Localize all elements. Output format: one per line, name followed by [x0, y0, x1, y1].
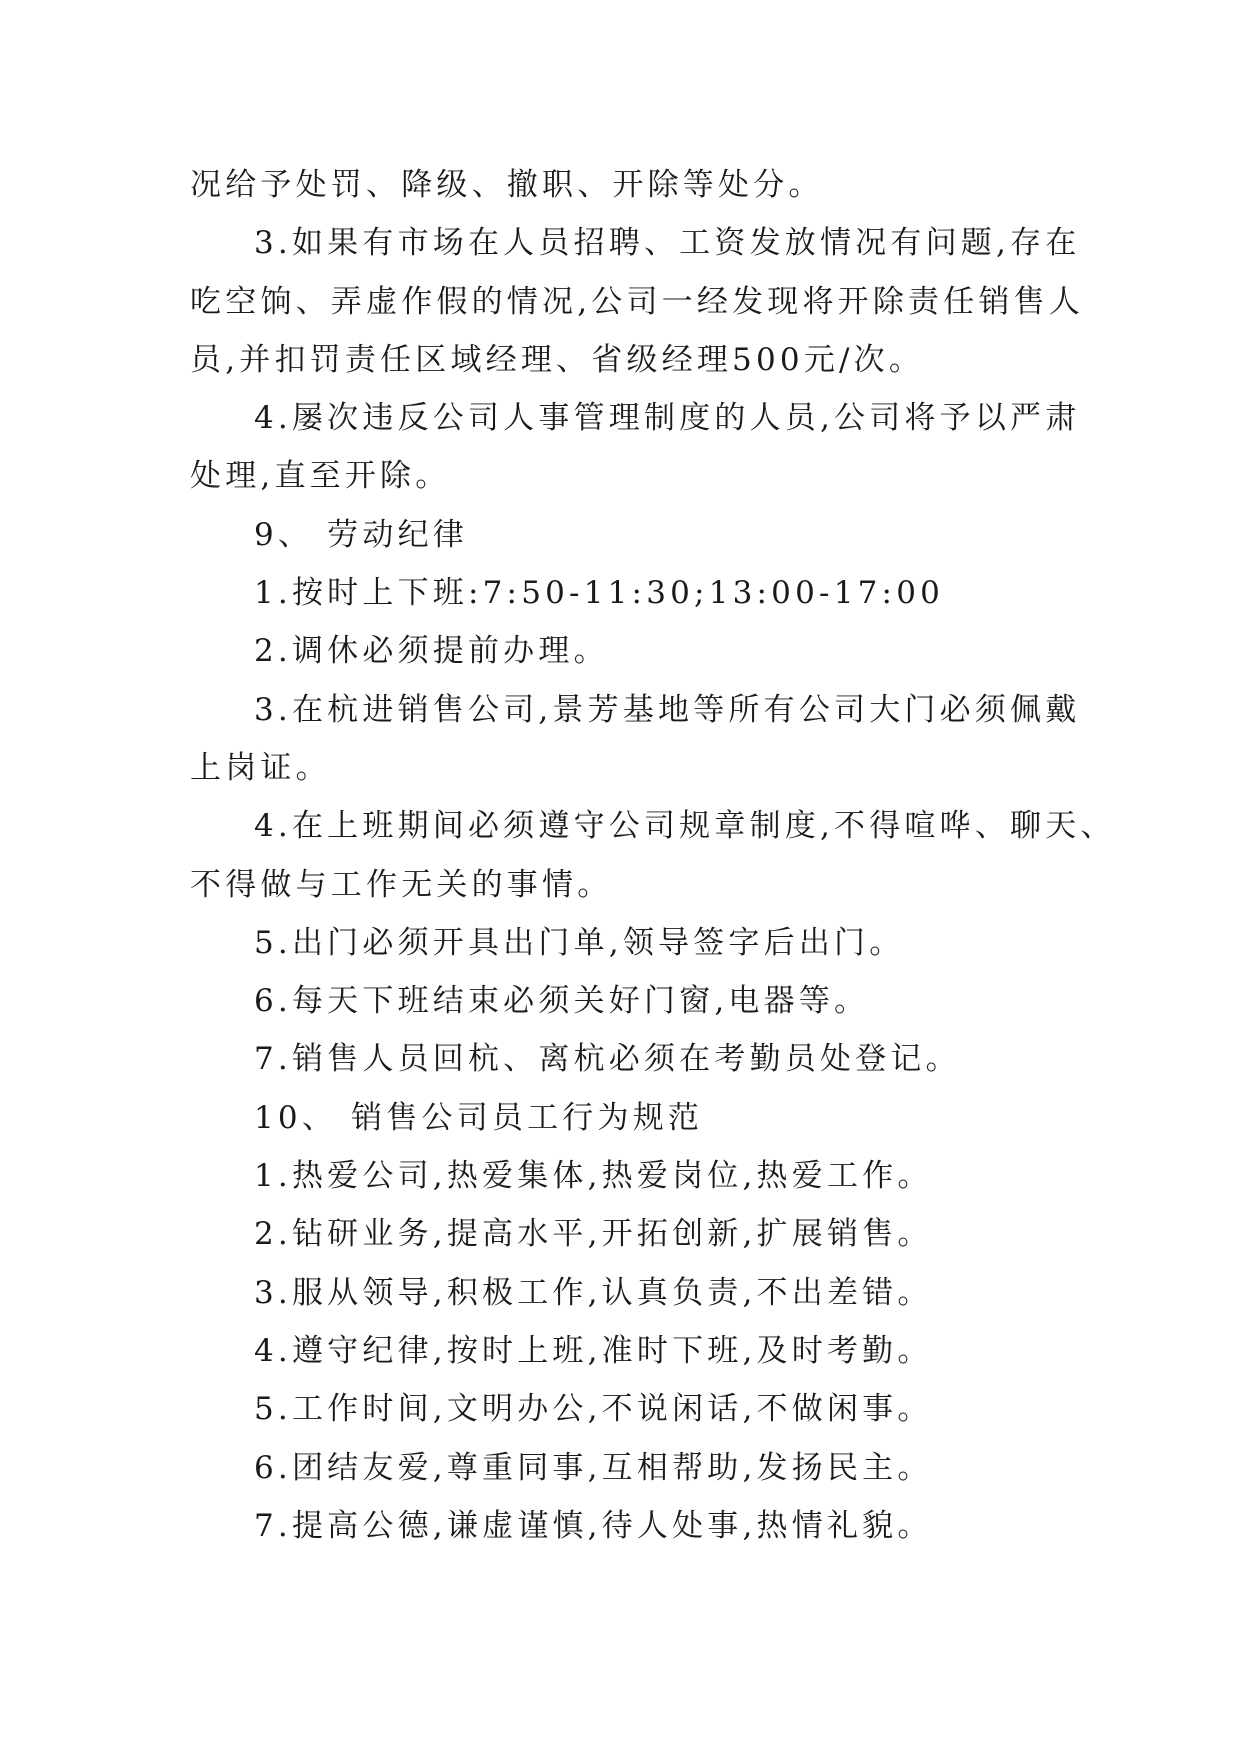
list-item: 3.服从领导,积极工作,认真负责,不出差错。	[254, 1274, 933, 1311]
list-item: 4.遵守纪律,按时上班,准时下班,及时考勤。	[254, 1332, 933, 1369]
section-heading: 10、 销售公司员工行为规范	[254, 1099, 704, 1136]
list-item: 5.工作时间,文明办公,不说闲话,不做闲事。	[254, 1391, 933, 1428]
list-item: 7.销售人员回杭、离杭必须在考勤员处登记。	[254, 1041, 961, 1078]
list-item: 1.按时上下班:7:50-11:30;13:00-17:00	[254, 575, 945, 612]
paragraph-line: 4.屡次违反公司人事管理制度的人员,公司将予以严肃	[254, 400, 1081, 437]
document-body	[190, 156, 1116, 1555]
paragraph-line: 员,并扣罚责任区域经理、省级经理500元/次。	[190, 341, 925, 378]
paragraph-line: 3.如果有市场在人员招聘、工资发放情况有问题,存在	[254, 225, 1081, 262]
paragraph-line: 况给予处罚、降级、撤职、开除等处分。	[190, 167, 824, 203]
list-item: 5.出门必须开具出门单,领导签字后出门。	[254, 924, 905, 961]
list-item: 6.团结友爱,尊重同事,互相帮助,发扬民主。	[254, 1449, 933, 1486]
list-item-continuation: 上岗证。	[190, 749, 331, 786]
list-item: 2.调休必须提前办理。	[254, 633, 609, 670]
list-item: 4.在上班期间必须遵守公司规章制度,不得喧哗、聊天、	[254, 808, 1116, 845]
list-item: 2.钻研业务,提高水平,开拓创新,扩展销售。	[254, 1216, 933, 1253]
list-item-continuation: 不得做与工作无关的事情。	[190, 866, 613, 903]
list-item: 7.提高公德,谦虚谨慎,待人处事,热情礼貌。	[254, 1507, 933, 1544]
list-item: 6.每天下班结束必须关好门窗,电器等。	[254, 983, 870, 1020]
paragraph-line: 吃空饷、弄虚作假的情况,公司一经发现将开除责任销售人	[190, 283, 1085, 320]
list-item: 3.在杭进销售公司,景芳基地等所有公司大门必须佩戴	[254, 691, 1081, 728]
list-item: 1.热爱公司,热爱集体,热爱岗位,热爱工作。	[254, 1158, 933, 1195]
section-heading: 9、 劳动纪律	[254, 516, 468, 553]
paragraph-line: 处理,直至开除。	[190, 458, 451, 495]
